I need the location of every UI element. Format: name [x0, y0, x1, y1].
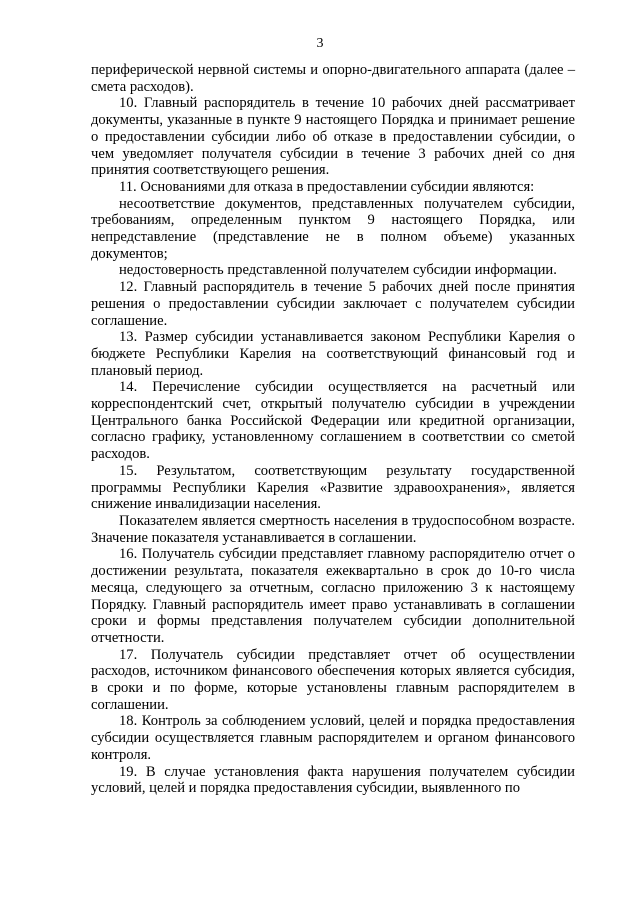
paragraph-continuation: периферической нервной системы и опорно-двигательного аппарата (далее – смета расходов). [91, 62, 575, 95]
paragraph-13: 13. Размер субсидии устанавливается законом Республики Карелия о бюджете Республики Карелия на соответствующий финансовый год и плановый период. [91, 329, 575, 379]
page-number: 3 [316, 36, 324, 51]
document-body [91, 62, 575, 797]
paragraph-15: 15. Результатом, соответствующим результату государственной программы Республики Карелия «Развитие здравоохранения», является снижение инвалидизации населения. [91, 462, 575, 513]
paragraph-16: 16. Получатель субсидии представляет главному распорядителю отчет о достижении результата, показателя ежеквартально в срок до 10-го числа месяца, следующего за отчетным, согласно приложению 3 к настоящему Порядку. Главный распорядитель имеет право устанавливать в соглашении сроки и формы представления получателем субсидии дополнительной отчетности. [91, 546, 575, 646]
paragraph-17: 17. Получатель субсидии представляет отчет об осуществлении расходов, источником финансового обеспечения которых является субсидия, в сроки и по форме, которые установлены главным распорядителем в соглашении. [91, 646, 575, 713]
paragraph-10: 10. Главный распорядитель в течение 10 рабочих дней рассматривает документы, указанные в пункте 9 настоящего Порядка и принимает решение о предоставлении субсидии либо об отказе в предоставлении субсидии, о чем уведомляет получателя субсидии в течение 3 рабочих дней со дня принятия соответствующего решения. [91, 95, 575, 179]
paragraph-12: 12. Главный распорядитель в течение 5 рабочих дней после принятия решения о предоставлении субсидии заключает с получателем субсидии соглашение. [91, 279, 575, 329]
paragraph-15-indicator: Показателем является смертность населения в трудоспособном возрасте. Значение показателя устанавливается в соглашении. [91, 512, 575, 546]
paragraph-14: 14. Перечисление субсидии осуществляется на расчетный или корреспондентский счет, открытый получателю субсидии в учреждении Центрального банка Российской Федерации или кредитной организации, согласно графику, установленному соглашением в соответствии со сметой расходов. [91, 379, 575, 463]
paragraph-19: 19. В случае установления факта нарушения получателем субсидии условий, целей и порядка предоставления субсидии, выявленного по [91, 763, 575, 797]
paragraph-11-reason-2: недостоверность представленной получателем субсидии информации. [119, 262, 557, 279]
paragraph-18: 18. Контроль за соблюдением условий, целей и порядка предоставления субсидии осуществляется главным распорядителем и органом финансового контроля. [91, 713, 575, 763]
paragraph-11-reason-1: несоответствие документов, представленных получателем субсидии, требованиям, определенным пунктом 9 настоящего Порядка, или непредставление (представление не в полном объеме) указанных документов; [91, 195, 575, 262]
paragraph-11: 11. Основаниями для отказа в предоставлении субсидии являются: [119, 178, 535, 195]
